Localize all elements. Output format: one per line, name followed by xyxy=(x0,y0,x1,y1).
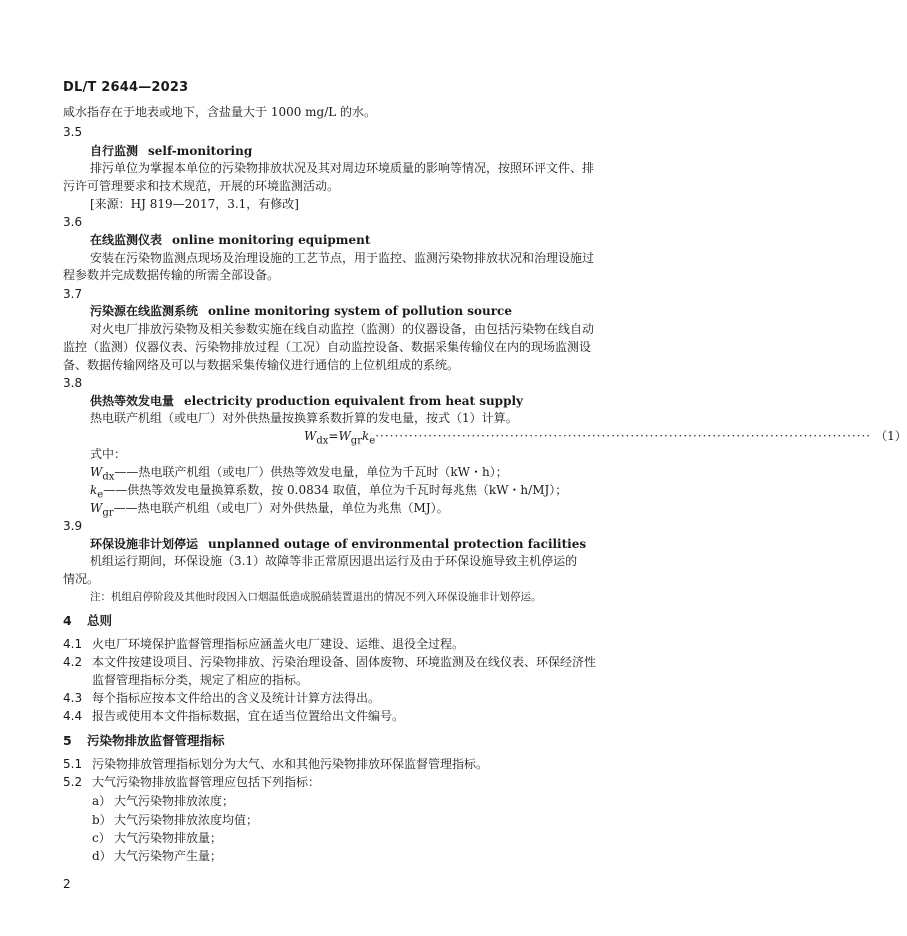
definition-line: 程参数并完成数据传输的所需全部设备。 xyxy=(63,268,280,282)
definition-line: 排污单位为掌握本单位的污染物排放状况及其对周边环境质量的影响等情况，按照环评文件、排 xyxy=(90,161,595,175)
term-3-7 xyxy=(90,303,512,319)
list-item: 5.2 大气污染物排放监督管理应包括下列指标： xyxy=(63,775,321,789)
clause-number-3-7: 3.7 xyxy=(63,287,83,301)
variable-definition: $W_{dx}——$热电联产机组（或电厂）供热等效发电量，单位为千瓦时（kW・h）； xyxy=(90,465,508,483)
list-item: 4.2 本文件按建设项目、污染物排放、污染治理设备、固体废物、环境监测及在线仪表、环保经济性 xyxy=(63,655,597,669)
definition-line: 安装在污染物监测点现场及治理设施的工艺节点，用于监控、监测污染物排放状况和治理设施过 xyxy=(90,251,595,265)
term-en: electricity production equivalent from heat supply xyxy=(184,394,523,408)
list-item: 监督管理指标分类，规定了相应的指标。 xyxy=(92,673,309,687)
term-3-5 xyxy=(90,143,252,159)
list-item: 4.4 报告或使用本文件指标数据，宜在适当位置给出文件编号。 xyxy=(63,709,405,723)
standard-code: DL/T 2644—2023 xyxy=(63,80,189,95)
sub-list-item: d） 大气污染物产生量； xyxy=(92,849,223,863)
variable-definition: $k_e——$供热等效发电量换算系数，按 0.0834 取值，单位为千瓦时每兆焦（kW・h/MJ）； xyxy=(90,483,568,501)
list-item: 4.3 每个指标应按本文件给出的含义及统计计算方法得出。 xyxy=(63,691,381,705)
definition-line: 情况。 xyxy=(63,572,100,586)
definition-line: 热电联产机组（或电厂）对外供热量按换算系数折算的发电量，按式（1）计算。 xyxy=(90,411,518,425)
term-en: online monitoring system of pollution source xyxy=(208,304,512,318)
clause-number-3-8: 3.8 xyxy=(63,376,83,390)
sub-list-item: b） 大气污染物排放浓度均值； xyxy=(92,813,259,827)
note: 注：机组启停阶段及其他时段因入口烟温低造成脱硝装置退出的情况不列入环保设施非计划停运。 xyxy=(90,591,542,603)
sub-list-item: c） 大气污染物排放量； xyxy=(92,831,223,845)
term-3-9 xyxy=(90,536,586,552)
source-reference: [来源：HJ 819—2017，3.1，有修改] xyxy=(90,197,299,211)
sub-list-item: a） 大气污染物排放浓度； xyxy=(92,794,235,808)
formula-number: （1） xyxy=(875,429,907,443)
term-cn: 供热等效发电量 xyxy=(90,394,175,408)
definition-line: 监控（监测）仪器仪表、污染物排放过程（工况）自动监控设备、数据采集传输仪在内的现场监测设 xyxy=(63,340,592,354)
section-heading-4: 4 总则 xyxy=(63,613,113,628)
term-en: self-monitoring xyxy=(148,144,253,158)
formula-1 xyxy=(304,428,907,449)
clause-number-3-5: 3.5 xyxy=(63,125,83,139)
clause-number-3-6: 3.6 xyxy=(63,215,83,229)
term-en: online monitoring equipment xyxy=(172,233,371,247)
term-3-8 xyxy=(90,393,523,409)
term-en: unplanned outage of environmental protection facilities xyxy=(208,537,587,551)
term-3-6 xyxy=(90,232,370,248)
definition-line: 对火电厂排放污染物及相关参数实施在线自动监控（监测）的仪器设备，由包括污染物在线自动 xyxy=(90,322,595,336)
definition-line: 机组运行期间，环保设施（3.1）故障等非正常原因退出运行及由于环保设施导致主机停运的 xyxy=(90,554,578,568)
term-cn: 在线监测仪表 xyxy=(90,233,163,247)
section-heading-5: 5 污染物排放监督管理指标 xyxy=(63,733,225,748)
page-number: 2 xyxy=(63,877,71,891)
definition-line: 备、数据传输网络及可以与数据采集传输仪进行通信的上位机组成的系统。 xyxy=(63,358,460,372)
term-cn: 自行监测 xyxy=(90,144,139,158)
term-cn: 环保设施非计划停运 xyxy=(90,537,199,551)
definition-line: 污许可管理要求和技术规范，开展的环境监测活动。 xyxy=(63,179,340,193)
continuation-text: 咸水指存在于地表或地下，含盐量大于 1000 mg/L 的水。 xyxy=(63,105,377,119)
term-cn: 污染源在线监测系统 xyxy=(90,304,199,318)
variable-definition: $W_{gr}——$热电联产机组（或电厂）对外供热量，单位为兆焦（MJ）。 xyxy=(90,501,449,519)
where-label: 式中： xyxy=(90,447,127,461)
list-item: 4.1 火电厂环境保护监督管理指标应涵盖火电厂建设、运维、退役全过程。 xyxy=(63,637,465,651)
list-item: 5.1 污染物排放管理指标划分为大气、水和其他污染物排放环保监督管理指标。 xyxy=(63,757,489,771)
clause-number-3-9: 3.9 xyxy=(63,519,83,533)
formula-expression: $W_{dx}=W_{gr}k_e$ xyxy=(304,429,376,447)
formula-leader-dots: ······································································································· xyxy=(375,429,872,443)
